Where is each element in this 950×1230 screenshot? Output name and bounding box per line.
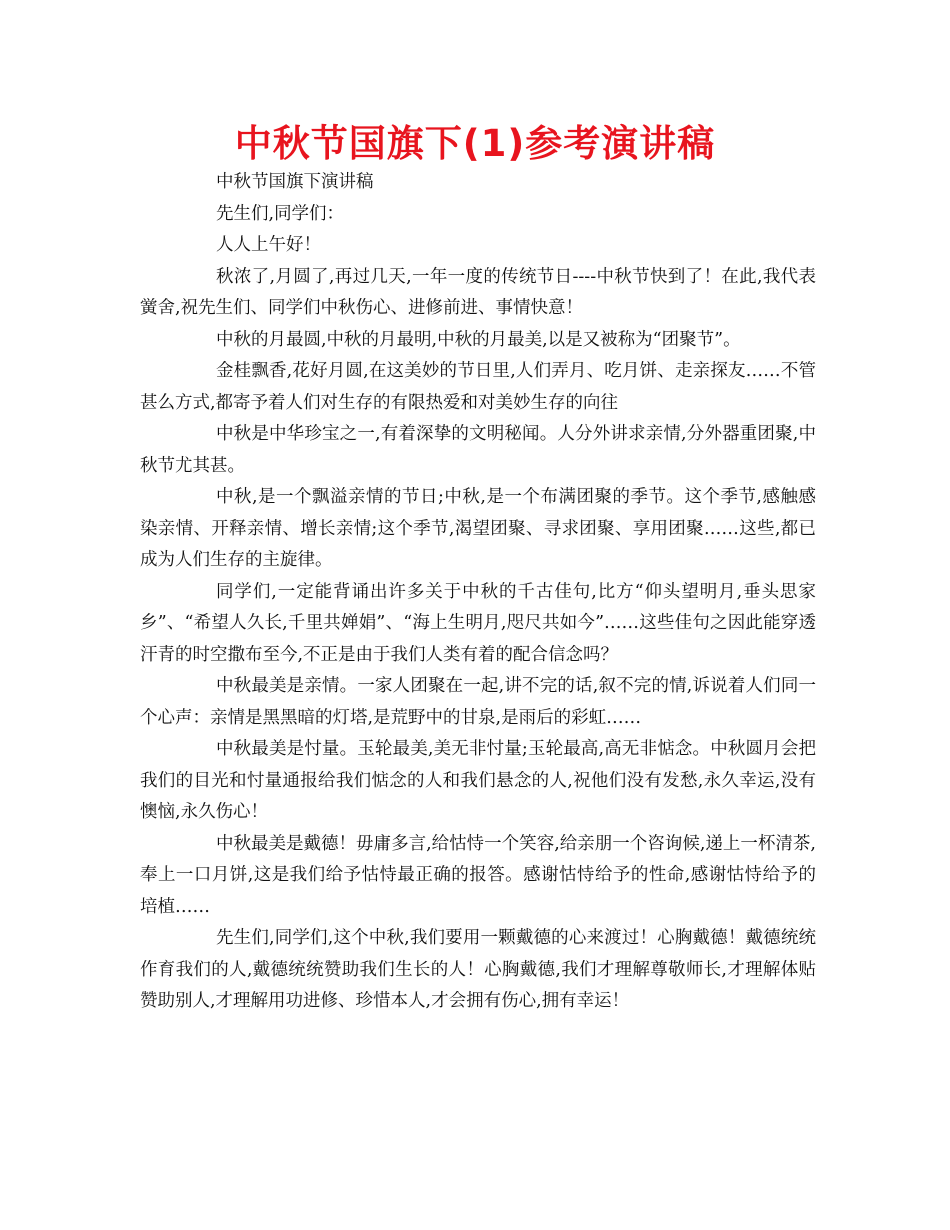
paragraph-greeting: 人人上午好！: [216, 235, 321, 255]
paragraph: 秋浓了,月圆了,再过几天,一年一度的传统节日----中秋节快到了！在此,我代表黉舍,祝先生们、同学们中秋伤心、进修前进、事情快意！: [140, 266, 816, 318]
paragraph: 中秋最美是戴德！毋庸多言,给怙恃一个笑容,给亲朋一个咨询候,递上一杯清茶,奉上一口月饼,这是我们给予怙恃最正确的报答。感谢怙恃给予的性命,感谢怙恃给予的培植……: [140, 833, 816, 917]
paragraph: 中秋最美是亲情。一家人团聚在一起,讲不完的话,叙不完的情,诉说着人们同一个心声：亲情是黑黑暗的灯塔,是荒野中的甘泉,是雨后的彩虹……: [140, 676, 816, 728]
paragraph: 金桂飘香,花好月圆,在这美妙的节日里,人们弄月、吃月饼、走亲探友……不管甚么方式,都寄予着人们对生存的有限热爱和对美妙生存的向往: [140, 361, 816, 413]
paragraph: 中秋是中华珍宝之一,有着深挚的文明秘闻。人分外讲求亲情,分外器重团聚,中秋节尤其甚。: [140, 424, 816, 476]
paragraph-closing: 先生们,同学们,这个中秋,我们要用一颗戴德的心来渡过！心胸戴德！戴德统统作育我们的人,戴德统统赞助我们生长的人！心胸戴德,我们才理解尊敬师长,才理解体贴赞助别人,才理解用功进修、珍惜本人,才会拥有伤心,拥有幸运！: [140, 928, 816, 1011]
document-body: [140, 167, 816, 1018]
paragraph: 中秋,是一个飘溢亲情的节日;中秋,是一个布满团聚的季节。这个季节,感触感染亲情、开释亲情、增长亲情;这个季节,渴望团聚、寻求团聚、享用团聚……这些,都已成为人们生存的主旋律。: [140, 487, 816, 570]
document-title: 中秋节国旗下(1)参考演讲稿: [234, 122, 716, 165]
paragraph-salutation: 先生们,同学们：: [216, 203, 345, 224]
paragraph: 中秋的月最圆,中秋的月最明,中秋的月最美,以是又被称为“团聚节”。: [216, 329, 741, 350]
paragraph: 中秋最美是忖量。玉轮最美,美无非忖量;玉轮最高,高无非惦念。中秋圆月会把我们的目光和忖量通报给我们惦念的人和我们悬念的人,祝他们没有发愁,永久幸运,没有懊恼,永久伤心！: [140, 739, 816, 822]
paragraph: 同学们,一定能背诵出许多关于中秋的千古佳句,比方“仰头望明月,垂头思家乡”、“希望人久长,千里共婵娟”、“海上生明月,咫尺共如今”……这些佳句之因此能穿透汗青的时空撒布至今,不正是由于我们人类有着的配合信念吗？: [140, 581, 816, 665]
paragraph-speech-heading: 中秋节国旗下演讲稿: [216, 172, 374, 192]
